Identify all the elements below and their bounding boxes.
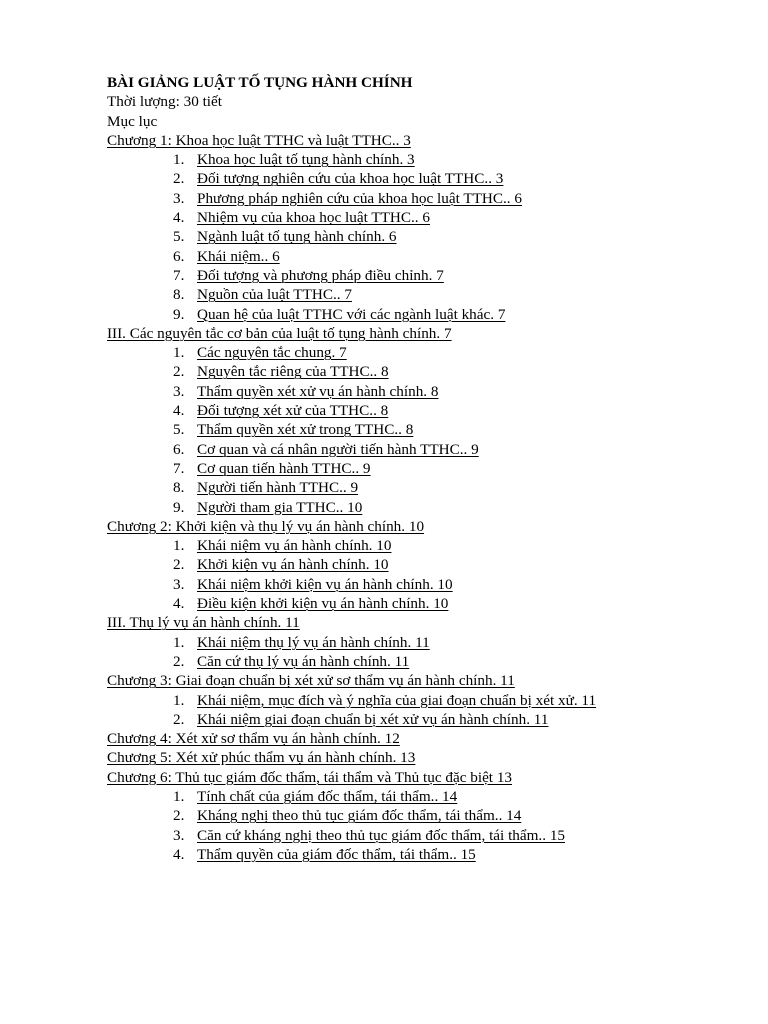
toc-section <box>107 768 747 787</box>
toc-item <box>107 806 747 825</box>
toc-item <box>107 536 747 555</box>
toc-item <box>107 555 747 574</box>
toc-item-number: 1. <box>173 537 185 555</box>
toc-sub-list <box>107 691 747 730</box>
toc-item-link[interactable]: Khái niệm giai đoạn chuẩn bị xét xử vụ án hành chính. 11 <box>197 710 549 728</box>
toc-item <box>107 498 747 517</box>
toc-item-number: 6. <box>173 440 185 458</box>
toc-item-number: 9. <box>173 305 185 323</box>
toc-item-link[interactable]: Thẩm quyền của giám đốc thẩm, tái thẩm.. 15 <box>197 845 476 863</box>
toc-section-link[interactable]: Chương 1: Khoa học luật TTHC và luật TTHC.. 3 <box>107 131 411 149</box>
toc-section-link[interactable]: Chương 2: Khởi kiện và thụ lý vụ án hành chính. 10 <box>107 517 425 535</box>
toc-item-number: 8. <box>173 479 185 497</box>
toc-section-link[interactable]: Chương 5: Xét xử phúc thẩm vụ án hành chính. 13 <box>107 749 416 767</box>
toc-item-number: 5. <box>173 228 185 246</box>
toc-item-number: 1. <box>173 691 185 709</box>
duration-text: Thời lượng: 30 tiết <box>107 93 222 111</box>
toc-item <box>107 266 747 285</box>
toc-item <box>107 459 747 478</box>
toc-sub-list <box>107 343 747 517</box>
toc-item-link[interactable]: Đối tượng xét xử của TTHC.. 8 <box>197 402 389 420</box>
toc-sub-list <box>107 150 747 324</box>
toc-item-link[interactable]: Khái niệm.. 6 <box>197 247 280 265</box>
toc-item-number: 6. <box>173 247 185 265</box>
toc-item-link[interactable]: Khái niệm khởi kiện vụ án hành chính. 10 <box>197 575 453 593</box>
toc-item <box>107 189 747 208</box>
toc-item <box>107 285 747 304</box>
toc-item-link[interactable]: Nhiệm vụ của khoa học luật TTHC.. 6 <box>197 209 430 227</box>
toc-item-number: 4. <box>173 595 185 613</box>
toc-item-link[interactable]: Cơ quan và cá nhân người tiến hành TTHC.. 9 <box>197 440 479 458</box>
toc-item <box>107 401 747 420</box>
toc-item <box>107 247 747 266</box>
toc-item-number: 2. <box>173 807 185 825</box>
toc-item-link[interactable]: Các nguyên tắc chung. 7 <box>197 344 347 362</box>
toc-item-number: 4. <box>173 845 185 863</box>
toc-item <box>107 575 747 594</box>
toc-item <box>107 208 747 227</box>
toc-item-link[interactable]: Kháng nghị theo thủ tục giám đốc thẩm, tái thẩm.. 14 <box>197 807 522 825</box>
toc-item-link[interactable]: Nguyên tắc riêng của TTHC.. 8 <box>197 363 389 381</box>
toc-item <box>107 845 747 864</box>
toc-item <box>107 633 747 652</box>
toc-section <box>107 729 747 748</box>
toc-item-link[interactable]: Thẩm quyền xét xử vụ án hành chính. 8 <box>197 382 439 400</box>
toc-section <box>107 131 747 150</box>
toc-section <box>107 748 747 767</box>
toc-item-link[interactable]: Khái niệm thụ lý vụ án hành chính. 11 <box>197 633 430 651</box>
table-of-contents <box>107 131 747 864</box>
toc-section-link[interactable]: III. Thụ lý vụ án hành chính. 11 <box>107 614 300 632</box>
toc-item <box>107 826 747 845</box>
toc-section-link[interactable]: III. Các nguyên tắc cơ bản của luật tố tụng hành chính. 7 <box>107 324 452 342</box>
document-title: BÀI GIẢNG LUẬT TỐ TỤNG HÀNH CHÍNH <box>107 74 413 91</box>
toc-item-link[interactable]: Nguồn của luật TTHC.. 7 <box>197 286 352 304</box>
toc-section <box>107 671 747 690</box>
document-page <box>107 73 747 864</box>
toc-item-link[interactable]: Cơ quan tiến hành TTHC.. 9 <box>197 459 371 477</box>
toc-item-link[interactable]: Quan hệ của luật TTHC với các ngành luật khác. 7 <box>197 305 506 323</box>
toc-section <box>107 517 747 536</box>
toc-item-number: 1. <box>173 151 185 169</box>
toc-item-number: 1. <box>173 633 185 651</box>
toc-sub-list <box>107 787 747 864</box>
toc-item-link[interactable]: Người tiến hành TTHC.. 9 <box>197 479 359 497</box>
toc-item <box>107 382 747 401</box>
toc-section-link[interactable]: Chương 6: Thủ tục giám đốc thẩm, tái thẩm và Thủ tục đặc biệt 13 <box>107 768 513 786</box>
toc-item <box>107 478 747 497</box>
toc-item <box>107 362 747 381</box>
toc-section-link[interactable]: Chương 4: Xét xử sơ thẩm vụ án hành chính. 12 <box>107 730 400 748</box>
toc-item-number: 1. <box>173 344 185 362</box>
toc-item-link[interactable]: Căn cứ kháng nghị theo thủ tục giám đốc thẩm, tái thẩm.. 15 <box>197 826 566 844</box>
toc-item <box>107 169 747 188</box>
toc-item-number: 2. <box>173 710 185 728</box>
toc-heading: Mục lục <box>107 112 158 130</box>
toc-item-number: 2. <box>173 556 185 574</box>
toc-item-link[interactable]: Đối tượng và phương pháp điều chỉnh. 7 <box>197 266 444 284</box>
toc-item-link[interactable]: Khởi kiện vụ án hành chính. 10 <box>197 556 389 574</box>
toc-item <box>107 440 747 459</box>
toc-item-number: 3. <box>173 382 185 400</box>
toc-item <box>107 305 747 324</box>
toc-section-link[interactable]: Chương 3: Giai đoạn chuẩn bị xét xử sơ thẩm vụ án hành chính. 11 <box>107 672 515 690</box>
toc-item <box>107 227 747 246</box>
toc-item-link[interactable]: Người tham gia TTHC.. 10 <box>197 498 363 516</box>
toc-item <box>107 594 747 613</box>
toc-item-link[interactable]: Điều kiện khởi kiện vụ án hành chính. 10 <box>197 595 449 613</box>
toc-item-link[interactable]: Ngành luật tố tụng hành chính. 6 <box>197 228 397 246</box>
toc-item-link[interactable]: Tính chất của giám đốc thẩm, tái thẩm.. 14 <box>197 787 458 805</box>
toc-item-link[interactable]: Căn cứ thụ lý vụ án hành chính. 11 <box>197 652 410 670</box>
toc-item-link[interactable]: Phương pháp nghiên cứu của khoa học luật TTHC.. 6 <box>197 189 522 207</box>
toc-item-link[interactable]: Khoa học luật tố tụng hành chính. 3 <box>197 151 415 169</box>
toc-section <box>107 613 747 632</box>
toc-item <box>107 710 747 729</box>
toc-item <box>107 652 747 671</box>
toc-item-number: 2. <box>173 363 185 381</box>
toc-item-link[interactable]: Khái niệm, mục đích và ý nghĩa của giai đoạn chuẩn bị xét xử. 11 <box>197 691 597 709</box>
toc-sub-list <box>107 536 747 613</box>
toc-item-number: 4. <box>173 402 185 420</box>
toc-section <box>107 324 747 343</box>
toc-item-number: 2. <box>173 170 185 188</box>
toc-item <box>107 150 747 169</box>
toc-item-number: 9. <box>173 498 185 516</box>
toc-item <box>107 420 747 439</box>
toc-item-number: 8. <box>173 286 185 304</box>
toc-item-number: 3. <box>173 826 185 844</box>
toc-item-number: 3. <box>173 575 185 593</box>
toc-item-link[interactable]: Thẩm quyền xét xử trong TTHC.. 8 <box>197 421 414 439</box>
toc-item-number: 7. <box>173 459 185 477</box>
toc-item-number: 4. <box>173 209 185 227</box>
toc-item <box>107 787 747 806</box>
toc-item-number: 3. <box>173 189 185 207</box>
toc-item-link[interactable]: Đối tượng nghiên cứu của khoa học luật TTHC.. 3 <box>197 170 504 188</box>
toc-item-number: 7. <box>173 266 185 284</box>
toc-item-link[interactable]: Khái niệm vụ án hành chính. 10 <box>197 537 392 555</box>
toc-item <box>107 691 747 710</box>
toc-item <box>107 343 747 362</box>
toc-sub-list <box>107 633 747 672</box>
toc-item-number: 2. <box>173 652 185 670</box>
toc-item-number: 1. <box>173 787 185 805</box>
toc-item-number: 5. <box>173 421 185 439</box>
